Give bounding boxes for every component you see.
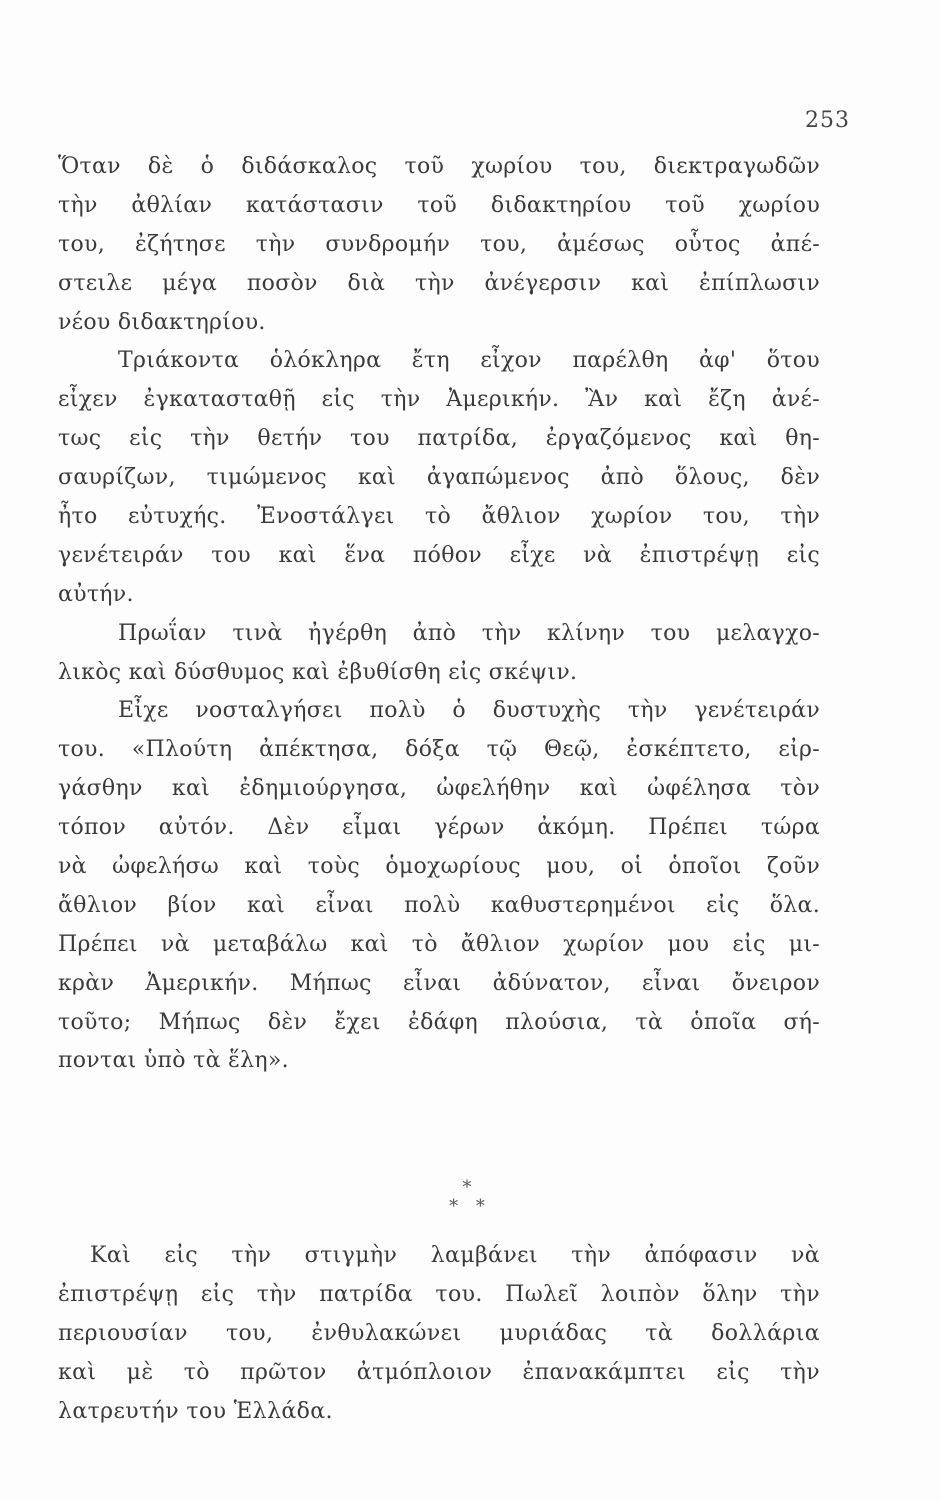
text-line: Καὶ εἰς τὴν στιγμὴν λαμβάνει τὴν ἀπόφασιν νὰ [90,1243,820,1268]
text-line: κρὰν Ἀμερικήν. Μήπως εἶναι ἀδύνατον, εἶναι ὄνειρον [58,970,820,996]
text-line: στειλε μέγα ποσὸν διὰ τὴν ἀνέγερσιν καὶ ἐπίπλωσιν [58,270,820,296]
text-line: ἄθλιον βίον καὶ εἶναι πολὺ καθυστερημένοι εἰς ὅλα. [58,892,820,918]
text-line: Εἶχε νοσταλγήσει πολὺ ὁ δυστυχὴς τὴν γενέτειράν [118,698,820,724]
asterism-bottom: * * [449,1196,491,1217]
page-number: 253 [805,108,850,133]
text-line: περιουσίαν του, ἐνθυλακώνει μυριάδας τὰ δολλάρια [58,1320,820,1346]
closing-text-block [58,1237,820,1431]
text-line: νέου διδακτηρίου. [58,309,266,335]
text-line: γάσθην καὶ ἐδημιούργησα, ὠφελήθην καὶ ὠφέλησα τὸν [58,776,820,802]
text-line: νὰ ὠφελήσω καὶ τοὺς ὁμοχωρίους μου, οἱ ὁποῖοι ζοῦν [58,854,820,880]
text-line: Τριάκοντα ὁλόκληρα ἔτη εἶχον παρέλθη ἀφ' ὅτου [118,348,820,374]
text-line: του. «Πλούτη ἀπέκτησα, δόξα τῷ Θεῷ, ἐσκέπτετο, εἰρ- [58,737,820,763]
text-line: Πρωΐαν τινὰ ἠγέρθη ἀπὸ τὴν κλίνην του μελαγχο- [118,620,820,646]
text-line: του, ἐζήτησε τὴν συνδρομήν του, ἀμέσως οὗτος ἀπέ- [58,231,820,257]
section-break-asterism [0,1178,940,1228]
text-line: Ὅταν δὲ ὁ διδάσκαλος τοῦ χωρίου του, διεκτραγωδῶν [58,154,820,179]
main-text-block [58,148,820,1081]
text-line: πονται ὑπὸ τὰ ἕλη». [58,1048,289,1074]
text-line: τως εἰς τὴν θετήν του πατρίδα, ἐργαζόμενος καὶ θη- [58,426,820,452]
text-line: ἦτο εὐτυχής. Ἐνοστάλγει τὸ ἄθλιον χωρίον του, τὴν [58,504,820,530]
text-line: αὐτήν. [58,581,134,607]
text-line: τόπον αὐτόν. Δὲν εἶμαι γέρων ἀκόμη. Πρέπει τώρα [58,815,820,841]
text-line: σαυρίζων, τιμώμενος καὶ ἀγαπώμενος ἀπὸ ὅλους, δὲν [58,465,820,491]
text-line: γενέτειράν του καὶ ἕνα πόθον εἶχε νὰ ἐπιστρέψῃ εἰς [58,542,820,568]
text-line: καὶ μὲ τὸ πρῶτον ἀτμόπλοιον ἐπανακάμπτει εἰς τὴν [58,1359,820,1385]
text-line: εἶχεν ἐγκατασταθῇ εἰς τὴν Ἀμερικήν. Ἂν καὶ ἔζη ἀνέ- [58,387,820,413]
text-line: λικὸς καὶ δύσθυμος καὶ ἐβυθίσθη εἰς σκέψιν. [58,659,578,685]
text-line: λατρευτήν του Ἑλλάδα. [58,1398,333,1424]
asterism-top: * [462,1177,478,1198]
text-line: ἐπιστρέψῃ εἰς τὴν πατρίδα του. Πωλεῖ λοιπὸν ὅλην τὴν [58,1281,820,1307]
text-line: τοῦτο; Μήπως δὲν ἔχει ἐδάφη πλούσια, τὰ ὁποῖα σή- [58,1009,820,1035]
text-line: τὴν ἀθλίαν κατάστασιν τοῦ διδακτηρίου τοῦ χωρίου [58,192,820,218]
text-line: Πρέπει νὰ μεταβάλω καὶ τὸ ἄθλιον χωρίον μου εἰς μι- [58,931,820,957]
